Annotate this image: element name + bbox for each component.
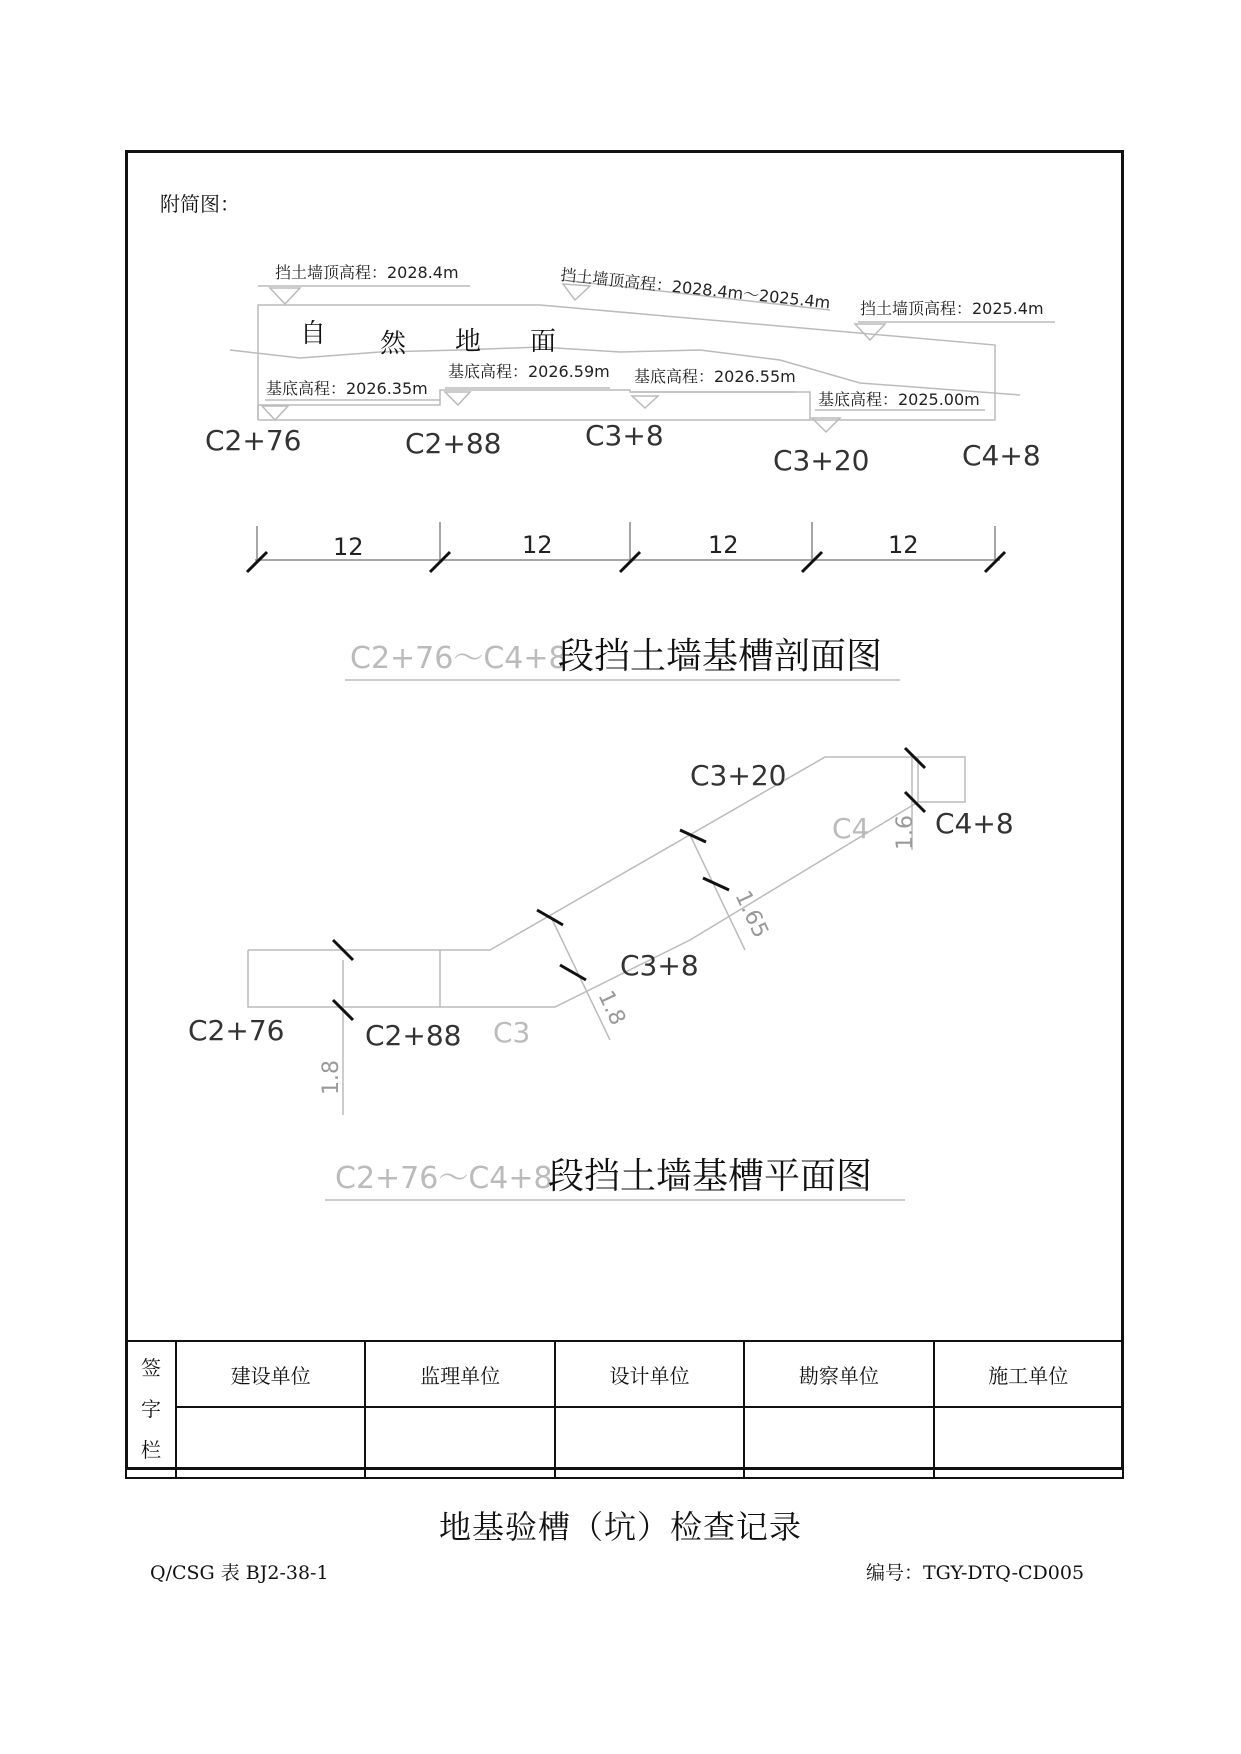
ground-label-char: 面	[530, 327, 557, 357]
section-title: 段挡土墙基槽剖面图	[558, 636, 883, 677]
elevation-marker	[445, 392, 470, 405]
signature-unit-header: 施工单位	[934, 1341, 1123, 1407]
plan-drawing	[248, 757, 965, 1115]
signature-unit-header: 建设单位	[176, 1341, 365, 1407]
plan-station-label: C4	[832, 812, 870, 845]
station-label: C4+8	[962, 439, 1041, 472]
station-label: C3+20	[773, 444, 870, 477]
plan-station-label: C3+8	[620, 949, 699, 982]
station-label: C2+88	[405, 427, 502, 460]
base-elevation-label: 基底高程：2025.00m	[818, 390, 980, 409]
signature-unit-header: 勘察单位	[744, 1341, 933, 1407]
plan-upper-edge	[248, 757, 965, 1007]
base-elevation-label: 基底高程：2026.35m	[266, 379, 428, 398]
top-elevation-label: 挡土墙顶高程：2028.4m	[275, 263, 459, 282]
signature-column-label	[126, 1341, 176, 1478]
base-elevation-label: 基底高程：2026.59m	[448, 362, 610, 381]
form-code: Q/CSG 表 BJ2-38-1	[150, 1562, 329, 1584]
plan-width-label: 1.8	[319, 1060, 344, 1095]
top-elevation-label: 挡土墙顶高程：2028.4m～2025.4m	[559, 265, 832, 313]
span-dimension: 12	[888, 531, 919, 559]
section-title-prefix: C2+76～C4+8	[350, 641, 568, 676]
plan-station-label: C4+8	[935, 807, 1014, 840]
plan-width-label: 1.6	[893, 815, 918, 850]
document-title: 地基验槽（坑）检查记录	[438, 1508, 802, 1546]
plan-station-label: C2+76	[188, 1014, 285, 1047]
span-dimension: 12	[333, 533, 364, 561]
signature-cell[interactable]	[555, 1407, 744, 1478]
ground-label-char: 自	[300, 319, 327, 349]
elevation-marker	[855, 324, 885, 340]
span-dimension: 12	[522, 531, 553, 559]
ground-label-char: 地	[455, 327, 482, 357]
document-number: 编号：TGY-DTQ-CD005	[866, 1562, 1085, 1584]
signature-cell[interactable]	[176, 1407, 365, 1478]
plan-station-label: C2+88	[365, 1019, 462, 1052]
signature-side-char: 栏	[141, 1438, 161, 1462]
signature-cell[interactable]	[744, 1407, 933, 1478]
top-elevation-label: 挡土墙顶高程：2025.4m	[860, 299, 1044, 318]
signature-cell[interactable]	[934, 1407, 1123, 1478]
signature-unit-header: 监理单位	[365, 1341, 554, 1407]
attachment-label: 附简图：	[160, 192, 240, 216]
base-elevation-label: 基底高程：2026.55m	[634, 367, 796, 386]
signature-side-char: 字	[141, 1397, 161, 1421]
plan-dim-line	[690, 835, 745, 950]
station-label: C2+76	[205, 424, 302, 457]
signature-table	[125, 1340, 1124, 1479]
elevation-marker	[270, 288, 300, 304]
signature-side-char: 签	[141, 1356, 161, 1380]
plan-station-label: C3+20	[690, 759, 787, 792]
ground-label-char: 然	[380, 329, 407, 359]
plan-station-label: C3	[493, 1016, 531, 1049]
elevation-marker	[632, 396, 658, 408]
plan-width-label: 1.65	[729, 886, 773, 942]
signature-unit-header: 设计单位	[555, 1341, 744, 1407]
span-dimension: 12	[708, 531, 739, 559]
station-label: C3+8	[585, 419, 664, 452]
plan-width-label: 1.8	[592, 986, 631, 1030]
signature-cell[interactable]	[365, 1407, 554, 1478]
plan-title-prefix: C2+76～C4+8	[335, 1161, 553, 1196]
plan-title: 段挡土墙基槽平面图	[548, 1156, 873, 1197]
elevation-marker	[262, 406, 288, 420]
